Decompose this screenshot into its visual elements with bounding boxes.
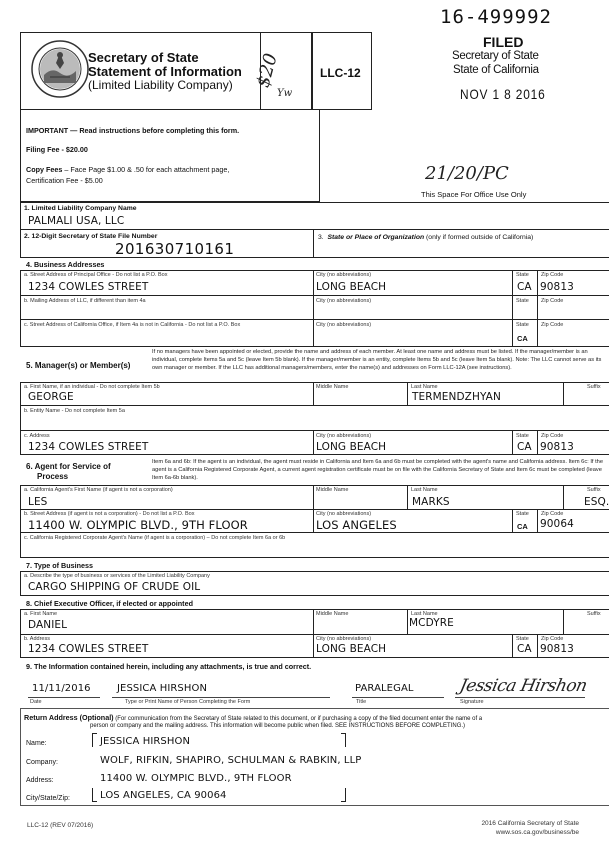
bracket-close-top [341,733,346,747]
item6b-label: b. Street Address (if agent is not a corporation) - Do not list a P.O. Box [24,511,195,517]
ceo-city-field[interactable]: LONG BEACH [316,643,387,655]
agent-first-name-field[interactable]: LES [28,496,48,508]
ceo-last-name-field[interactable]: MCDYRE [409,617,454,629]
item8a-last-label: Last Name [411,611,438,617]
return-name-field[interactable]: JESSICA HIRSHON [100,736,191,747]
header-title-2: Statement of Information [88,64,242,79]
item5-heading: 5. Manager(s) or Member(s) [26,361,131,370]
stamp-line1: Secretary of State [452,50,539,62]
business-type-field[interactable]: CARGO SHIPPING OF CRUDE OIL [28,581,201,593]
return-city-field[interactable]: LOS ANGELES, CA 90064 [100,790,227,801]
return-address-heading: Return Address (Optional) (For communication from the Secretary of State related to this document, or if purchasing a copy of the filed document enter the name of a [24,713,483,722]
return-address-label: Address: [26,777,54,784]
item6a-label: a. California Agent's First Name (if agent is not a corporation) [24,487,173,493]
item4b-state-label: State [516,298,529,304]
ceo-street-field[interactable]: 1234 COWLES STREET [28,643,149,655]
item6b-city-label: City (no abbreviations) [316,511,372,517]
filing-fee: Filing Fee - $20.00 [26,145,88,154]
office-handwritten-note: 21/20/PC [425,163,509,184]
ca-office-state-field[interactable]: CA [517,334,528,343]
ceo-zip-field[interactable]: 90813 [540,643,574,655]
item5-note: If no managers have been appointed or elected, provide the name and address of each member. At least one name and address must be listed. If the manager/member is an individual, complete Items 5a and 5c (leave Item 5b blank). If the manager/member is an entity, complete Items 5b and 5c (leave Item 5a blank). Note: The LLC cannot serve as its own manager or member. If the LLC has additional managers/members, enter the name(s) and addresses on Form LLC-12A (see instructions). [152,349,602,372]
item6-heading-1: 6. Agent for Service of [26,462,111,471]
manager-state-field[interactable]: CA [517,441,532,453]
filed-status: FILED [483,34,524,50]
form-revision: LLC-12 (REV 07/2016) [27,822,94,829]
signature-field[interactable]: Jessica Hirshon [457,676,589,696]
certification-fee: Certification Fee - $5.00 [26,176,103,185]
return-company-label: Company: [26,759,58,766]
bracket-open-top [92,733,97,747]
handwritten-fee: $20 [252,51,282,90]
llc-name-field[interactable]: PALMALI USA, LLC [28,215,125,227]
item6-note: Item 6a and 6b: If the agent is an individual, the agent must reside in California and Item 6a and 6b must be completed with the agent's name and California address. Item 6c: If the agent is a California Registered Corporate Agent, a current agent registration certificate must be on file with the California Secretary of State and Item 6c must be completed (leave Item 6a-6b blank). [152,459,603,482]
form-code: LLC-12 [320,66,361,80]
return-city-label: City/State/Zip: [26,795,70,802]
return-address-note-2: person or company and the mailing address. This information will become public when filed. SEE INSTRUCTIONS BEFORE COMPLETING.) [90,723,466,729]
california-seal-icon [30,39,90,99]
important-notice: IMPORTANT — Read instructions before completing this form. [26,126,240,135]
manager-city-field[interactable]: LONG BEACH [316,441,387,453]
item6b-state-label: State [516,511,529,517]
item5a-label: a. First Name, if an individual - Do not complete Item 5b [24,384,160,390]
item1-label: 1. Limited Liability Company Name [24,205,137,212]
item8a-middle-label: Middle Name [316,611,349,617]
item4a-state-label: State [516,272,529,278]
agent-zip-field[interactable]: 90064 [540,518,574,530]
signature-label: Signature [460,699,484,705]
item4a-label: a. Street Address of Principal Office - Do not list a P.O. Box [24,272,168,278]
item6-heading-2: Process [37,472,69,481]
item4-heading: 4. Business Addresses [26,260,105,269]
item5c-label: c. Address [24,433,50,439]
date-label: Date [30,699,42,705]
manager-last-name-field[interactable]: TERMENDZHYAN [412,391,501,403]
principal-street-field[interactable]: 1234 COWLES STREET [28,281,149,293]
header-title-1: Secretary of State [88,50,199,65]
item8-heading: 8. Chief Executive Officer, if elected or appointed [26,599,193,608]
item5a-last-label: Last Name [411,384,438,390]
agent-city-field[interactable]: LOS ANGELES [316,518,397,532]
item4b-label: b. Mailing Address of LLC, if different than item 4a [24,298,146,304]
item7a-label: a. Describe the type of business or services of the Limited Liability Company [24,573,210,579]
item4b-city-label: City (no abbreviations) [316,298,372,304]
instructions-box [20,110,320,202]
footer-website[interactable]: www.sos.ca.gov/business/be [495,829,579,836]
item5a-suffix-label: Suffix [587,384,601,390]
item8b-zip-label: Zip Code [541,636,564,642]
item8b-city-label: City (no abbreviations) [316,636,372,642]
item5c-state-label: State [516,433,529,439]
item6b-zip-label: Zip Code [541,511,564,517]
ceo-state-field[interactable]: CA [517,643,532,655]
principal-city-field[interactable]: LONG BEACH [316,281,387,293]
ceo-first-name-field[interactable]: DANIEL [28,619,68,631]
item7-heading: 7. Type of Business [26,561,93,570]
item8a-label: a. First Name [24,611,58,617]
agent-street-field[interactable]: 11400 W. OLYMPIC BLVD., 9TH FLOOR [28,518,248,532]
item6a-middle-label: Middle Name [316,487,349,493]
return-street-field[interactable]: 11400 W. OLYMPIC BLVD., 9TH FLOOR [100,773,292,784]
stamp-line2: State of California [453,64,539,76]
item8a-suffix-label: Suffix [587,611,601,617]
return-name-label: Name: [26,740,47,747]
bracket-close-bottom [341,788,346,802]
item5c-zip-label: Zip Code [541,433,564,439]
preparer-title-field[interactable]: PARALEGAL [355,683,414,694]
item6a-suffix-label: Suffix [587,487,601,493]
manager-zip-field[interactable]: 90813 [540,441,574,453]
preparer-name-label: Type or Print Name of Person Completing the Form [125,699,251,705]
return-company-field[interactable]: WOLF, RIFKIN, SHAPIRO, SCHULMAN & RABKIN, LLP [100,755,362,766]
principal-state-field[interactable]: CA [517,281,532,293]
manager-street-field[interactable]: 1234 COWLES STREET [28,441,149,453]
title-label: Title [356,699,367,705]
agent-state-field[interactable]: CA [517,522,528,531]
item4c-city-label: City (no abbreviations) [316,322,372,328]
copy-fees: Copy Fees – Face Page $1.00 & .50 for each attachment page, [26,165,230,174]
filing-number: 16-499992 [440,6,552,28]
item5c-city-label: City (no abbreviations) [316,433,372,439]
item8b-label: b. Address [24,636,50,642]
item3-label: 3. State or Place of Organization (only if formed outside of California) [318,234,534,241]
principal-zip-field[interactable]: 90813 [540,281,574,293]
item4a-zip-label: Zip Code [541,272,564,278]
item5b-label: b. Entity Name - Do not complete Item 5a [24,408,125,414]
item8b-state-label: State [516,636,529,642]
item4c-label: c. Street Address of California Office, if Item 4a is not in California - Do not list a P.O. Box [24,322,241,328]
item4c-state-label: State [516,322,529,328]
item9-statement: 9. The Information contained herein, including any attachments, is true and correct. [26,662,312,671]
item4c-zip-label: Zip Code [541,322,564,328]
filed-date: NOV 1 8 2016 [460,86,546,102]
footer-copyright: 2016 California Secretary of State [481,820,579,827]
item6c-label: c. California Registered Corporate Agent's Name (if agent is a corporation) – Do not complete Item 6a or 6b [24,535,286,541]
bracket-open-bottom [92,788,97,802]
signed-date-field[interactable]: 11/11/2016 [32,683,91,694]
agent-suffix-field[interactable]: ESQ. [584,496,609,508]
office-use-label: This Space For Office Use Only [421,190,527,199]
item4b-zip-label: Zip Code [541,298,564,304]
file-number-field[interactable]: 201630710161 [115,240,235,258]
agent-last-name-field[interactable]: MARKS [412,496,450,508]
handwritten-initials: Yw [277,88,293,99]
preparer-name-field[interactable]: JESSICA HIRSHON [117,683,208,694]
item2-label: 2. 12-Digit Secretary of State File Number [24,233,158,240]
item6a-last-label: Last Name [411,487,438,493]
manager-first-name-field[interactable]: GEORGE [28,391,74,403]
item4a-city-label: City (no abbreviations) [316,272,372,278]
header-title-3: (Limited Liability Company) [88,78,233,92]
item5a-middle-label: Middle Name [316,384,349,390]
